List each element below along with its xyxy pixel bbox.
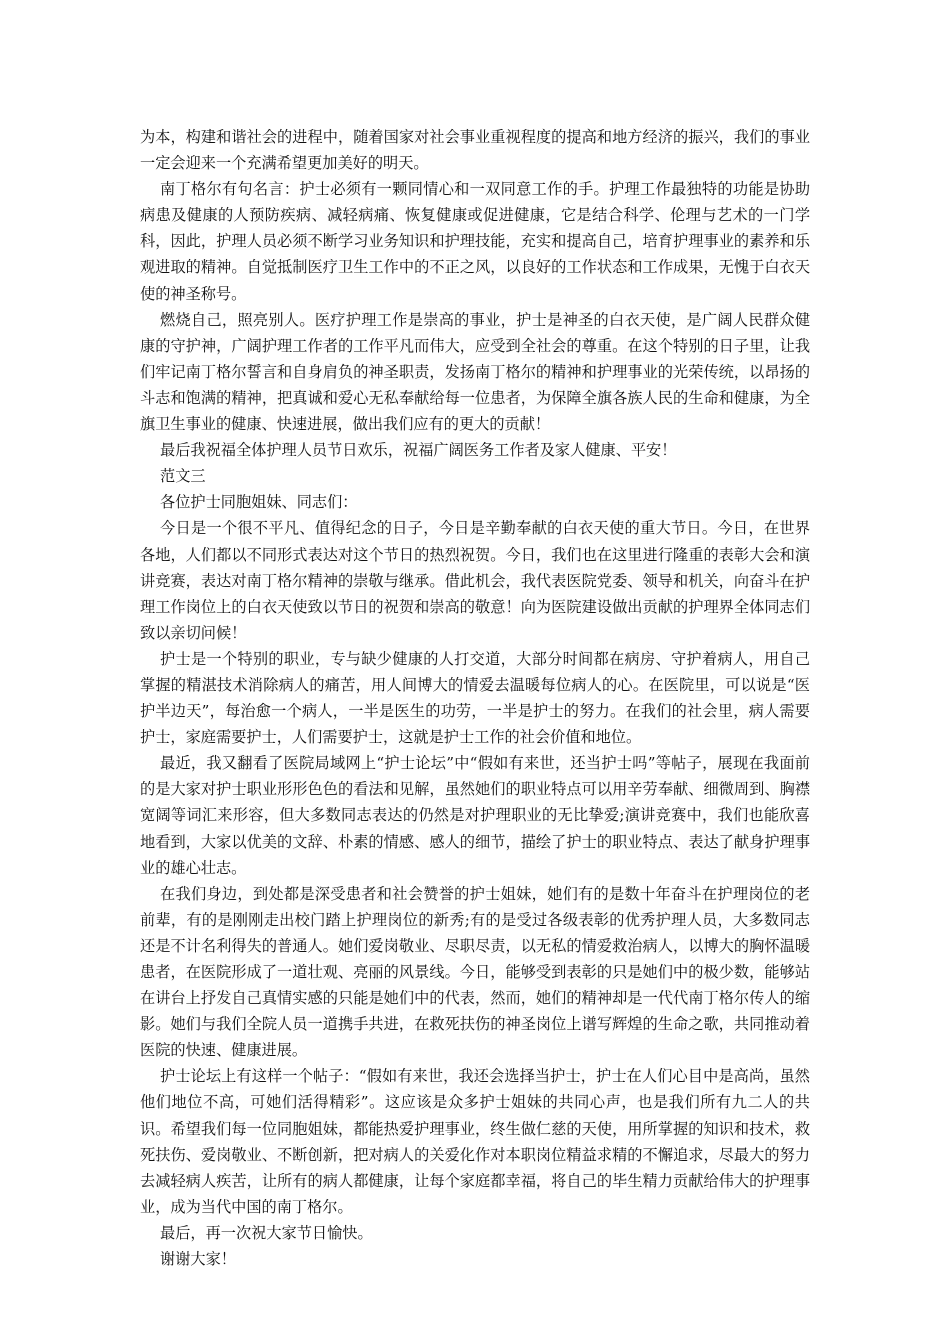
paragraph-profession: 护士是一个特别的职业，专与缺少健康的人打交道，大部分时间都在病房、守护着病人，用自己掌握的精湛技术消除病人的痛苦，用人间博大的情爱去温暖每位病人的心。在医院里，可以说是“医护半边天”，每治愈一个病人，一半是医生的功劳，一半是护士的努力。在我们的社会里，病人需要护士，家庭需要护士，人们需要护士，这就是护士工作的社会价值和地位。: [140, 649, 810, 747]
salutation: 各位护士同胞姐妹、同志们：: [160, 493, 358, 512]
paragraph-final-wishes: 最后，再一次祝大家节日愉快。: [160, 1223, 373, 1242]
paragraph-forum-post: 护士论坛上有这样一个帖子：“假如有来世，我还会选择当护士，护士在人们心目中是高尚，虽然他们地位不高，可她们活得精彩”。这应该是众多护士姐妹的共同心声，也是我们所有九二人的共识。希望我们每一位同胞姐妹，都能热爱护理事业，终生做仁慈的天使，用所掌握的知识和技术，救死扶伤、爱岗敬业、不断创新，把对病人的关爱化作对本职岗位精益求精的不懈追求，尽最大的努力去减轻病人疾苦，让所有的病人都健康，让每个家庭都幸福，将自己的毕生精力贡献给伟大的护理事业，成为当代中国的南丁格尔。: [140, 1067, 810, 1216]
paragraph-today: 今日是一个很不平凡、值得纪念的日子，今日是辛勤奉献的白衣天使的重大节日。今日，在世界各地，人们都以不同形式表达对这个节日的热烈祝贺。今日，我们也在这里进行隆重的表彰大会和演讲竞赛，表达对南丁格尔精神的崇敬与继承。借此机会，我代表医院党委、领导和机关，向奋斗在护理工作岗位上的白衣天使致以节日的祝贺和崇高的敬意！向为医院建设做出贡献的护理界全体同志们致以亲切问候！: [140, 519, 810, 642]
section-heading: 范文三: [160, 467, 206, 486]
paragraph-closing-wishes: 最后我祝福全体护理人员节日欢乐，祝福广阔医务工作者及家人健康、平安！: [160, 441, 677, 460]
paragraph-thanks: 谢谢大家！: [160, 1250, 236, 1269]
document-body: [140, 124, 810, 1272]
paragraph-nightingale-quote: 南丁格尔有句名言：护士必须有一颗同情心和一双同意工作的手。护理工作最独特的功能是协助病患及健康的人预防疾病、减轻病痛、恢复健康或促进健康，它是结合科学、伦理与艺术的一门学科，因此，护理人员必须不断学习业务知识和护理技能，充实和提高自己，培育护理事业的素养和乐观进取的精神。自觉抵制医疗卫生工作中的不正之风，以良好的工作状态和工作成果，无愧于白衣天使的神圣称号。: [140, 180, 810, 303]
paragraph-around-us: 在我们身边，到处都是深受患者和社会赞誉的护士姐妹，她们有的是数十年奋斗在护理岗位的老前辈，有的是刚刚走出校门踏上护理岗位的新秀;有的是受过各级表彰的优秀护理人员，大多数同志还是不计名利得失的普通人。她们爱岗敬业、尽职尽责，以无私的情爱救治病人，以博大的胸怀温暖患者，在医院形成了一道壮观、亮丽的风景线。今日，能够受到表彰的只是她们中的极少数，能够站在讲台上抒发自己真情实感的只能是她们中的代表，然而，她们的精神却是一代代南丁格尔传人的缩影。她们与我们全院人员一道携手共进，在救死扶伤的神圣岗位上谱写辉煌的生命之歌，共同推动着医院的快速、健康进展。: [140, 884, 810, 1060]
paragraph-forum: 最近，我又翻看了医院局域网上“护士论坛”中“假如有来世，还当护士吗”等帖子，展现在我面前的是大家对护士职业形形色色的看法和见解，虽然她们的职业特点可以用辛劳奉献、细微周到、胸襟宽阔等词汇来形容，但大多数同志表达的仍然是对护理职业的无比挚爱;演讲竞赛中，我们也能欣喜地看到，大家以优美的文辞、朴素的情感、感人的细节，描绘了护士的职业特点、表达了献身护理事业的雄心壮志。: [140, 754, 810, 877]
paragraph-burn-yourself: 燃烧自己，照亮别人。医疗护理工作是崇高的事业，护士是神圣的白衣天使，是广阔人民群众健康的守护神，广阔护理工作者的工作平凡而伟大，应受到全社会的尊重。在这个特别的日子里，让我们牢记南丁格尔誓言和自身肩负的神圣职责，发扬南丁格尔的精神和护理事业的光荣传统，以昂扬的斗志和饱满的精神，把真诚和爱心无私奉献给每一位患者，为保障全旗各族人民的生命和健康，为全旗卫生事业的健康、快速进展，做出我们应有的更大的贡献！: [140, 310, 810, 434]
paragraph-continuation: 为本，构建和谐社会的进程中，随着国家对社会事业重视程度的提高和地方经济的振兴，我们的事业一定会迎来一个充满希望更加美好的明天。: [140, 128, 810, 173]
